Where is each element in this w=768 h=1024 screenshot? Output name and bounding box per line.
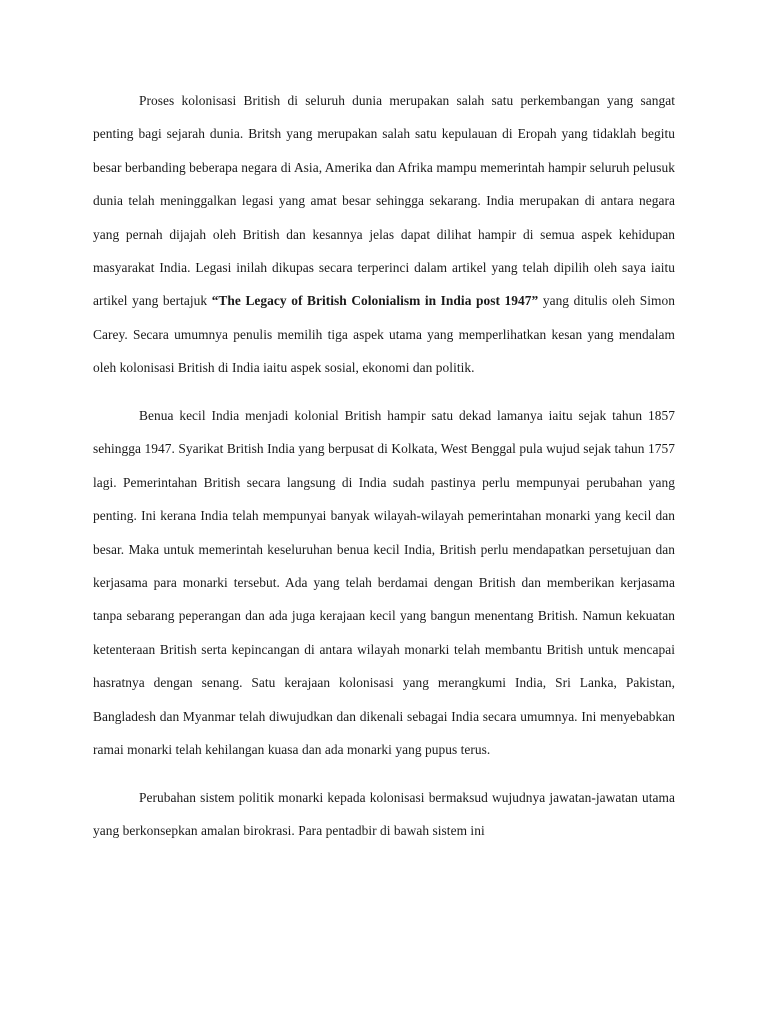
document-body [93,84,675,848]
article-title: “The Legacy of British Colonialism in India post 1947” [211,293,539,309]
paragraph-3: Perubahan sistem politik monarki kepada kolonisasi bermaksud wujudnya jawatan-jawatan utama yang berkonsepkan amalan birokrasi. Para pentadbir di bawah sistem ini [93,789,675,839]
paragraph-1 [93,84,675,385]
paragraph-1-text-start: Proses kolonisasi British di seluruh dunia merupakan salah satu perkembangan yang sangat penting bagi sejarah dunia. Britsh yang merupakan salah satu kepulauan di Eropah yang tidaklah begitu besar berbanding beberapa negara di Asia, Amerika dan Afrika mampu memerintah hampir seluruh pelusuk dunia telah meninggalkan legasi yang amat besar sehingga sekarang. India merupakan di antara negara yang pernah dijajah oleh British dan kesannya jelas dapat dilihat hampir di semua aspek kehidupan masyarakat India. Legasi inilah dikupas secara terperinci dalam artikel yang telah dipilih oleh saya iaitu artikel yang bertajuk [93,93,675,309]
paragraph-1-text-end: yang ditulis oleh Simon Carey. Secara umumnya penulis memilih tiga aspek utama yang memperlihatkan kesan yang mendalam oleh kolonisasi British di India iaitu aspek sosial, ekonomi dan politik. [93,293,675,376]
paragraph-2: Benua kecil India menjadi kolonial British hampir satu dekad lamanya iaitu sejak tahun 1857 sehingga 1947. Syarikat British India yang berpusat di Kolkata, West Benggal pula wujud sejak tahun 1757 lagi. Pemerintahan British secara langsung di India sudah pastinya perlu mempunyai perubahan yang penting. Ini kerana India telah mempunyai banyak wilayah-wilayah pemerintahan monarki yang kecil dan besar. Maka untuk memerintah keseluruhan benua kecil India, British perlu mendapatkan persetujuan dan kerjasama para monarki tersebut. Ada yang telah berdamai dengan British dan memberikan kerjasama tanpa sebarang peperangan dan ada juga kerajaan kecil yang bangun menentang British. Namun kekuatan ketenteraan British serta kepincangan di antara wilayah monarki telah membantu British untuk mencapai hasratnya dengan senang. Satu kerajaan kolonisasi yang merangkumi India, Sri Lanka, Pakistan, Bangladesh dan Myanmar telah diwujudkan dan dikenali sebagai India secara umumnya. Ini menyebabkan ramai monarki telah kehilangan kuasa dan ada monarki yang pupus terus. [93,407,675,758]
